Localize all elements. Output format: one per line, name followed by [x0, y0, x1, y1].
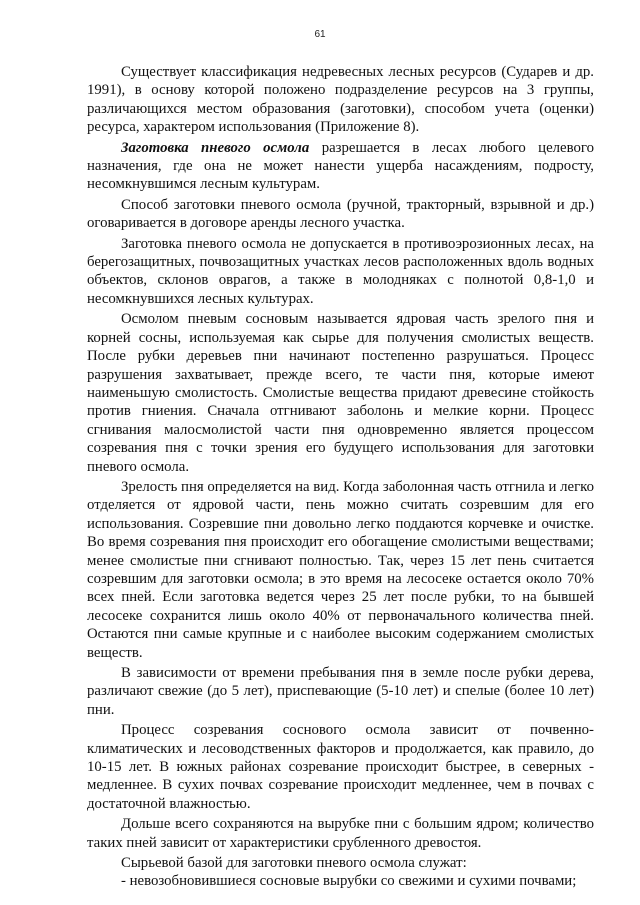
paragraph-raw-material-base: Сырьевой базой для заготовки пневого осмола служат:	[121, 855, 467, 872]
term-stump-resin-harvest: Заготовка пневого осмола	[121, 139, 310, 156]
body-text	[87, 63, 594, 891]
paragraph-ripening-factors: Процесс созревания соснового осмола зависит от почвенно-климатических и лесоводственных факторов и продолжается, как правило, до 10-15 лет. В южных районах созревание происходит быстрее, в северных - медленнее. В сухих почвах созревание происходит медленнее, чем в почвах с достаточной влажностью.	[87, 722, 594, 812]
paragraph-harvest-method: Способ заготовки пневого осмола (ручной, тракторный, взрывной и др.) оговаривается в договоре аренды лесного участка.	[87, 196, 594, 232]
page-number: 61	[314, 29, 326, 40]
paragraph-harvest-restrictions: Заготовка пневого осмола не допускается в противоэрозионных лесах, на берегозащитных, почвозащитных участках лесов расположенных вдоль водных объектов, склонов оврагов, а также в молодняках с полнотой 0,8-1,0 и несомкнувшихся лесных культурах.	[87, 235, 594, 307]
paragraph-stump-resin-definition: Осмолом пневым сосновым называется ядровая часть зрелого пня и корней сосны, используемая как сырье для получения смолистых веществ. После рубки деревьев пни начинают постепенно разрушаться. Процесс разрушения захватывает, прежде всего, те части пня, которые имеют наименьшую смолистость. Смолистые вещества придают древесине стойкость против гниения. Сначала отгнивают заболонь и мелкие корни. Процесс сгнивания малосмолистой части пня одновременно является процессом созревания пня с точки зрения его будущего использования для заготовки пневого осмола.	[87, 311, 594, 475]
list-item: - невозобновившиеся сосновые вырубки со свежими и сухими почвами;	[121, 873, 577, 890]
paragraph-stump-age-classes: В зависимости от времени пребывания пня в земле после рубки дерева, различают свежие (до 5 лет), приспевающие (5-10 лет) и спелые (более 10 лет) пни.	[87, 665, 594, 718]
paragraph-stump-resin-harvest	[87, 139, 594, 194]
paragraph-classification: Существует классификация недревесных лесных ресурсов (Сударев и др. 1991), в основу которой положено подразделение ресурсов на 3 группы, различающихся местом образования (заготовки), способом учета (оценки) ресурса, характером использования (Приложение 8).	[87, 64, 594, 136]
paragraph-stump-longevity: Дольше всего сохраняются на вырубке пни с большим ядром; количество таких пней зависит от характеристики срубленного древостоя.	[87, 816, 594, 851]
paragraph-stump-maturity: Зрелость пня определяется на вид. Когда заболонная часть отгнила и легко отделяется от ядровой части, пень можно считать созревшим для его использования. Созревшие пни довольно легко поддаются корчевке и очистке. Во время созревания пня происходит его обогащение смолистыми веществами; менее смолистые пни сгнивают полностью. Так, через 15 лет пень считается созревшим для заготовки осмола; в это время на лесосеке остается около 70% всех пней. Если заготовка ведется через 25 лет после рубки, то на бывшей лесосеке сохранится лишь около 40% от первоначального количества пней. Остаются пни самые крупные и с наиболее высоким содержанием смолистых веществ.	[87, 478, 594, 661]
paragraph-text: разрешается в лесах любого целевого назначения, где она не может нанести ущерба насаждениям, подросту, несомкнувшимся лесным культурам.	[87, 139, 594, 193]
